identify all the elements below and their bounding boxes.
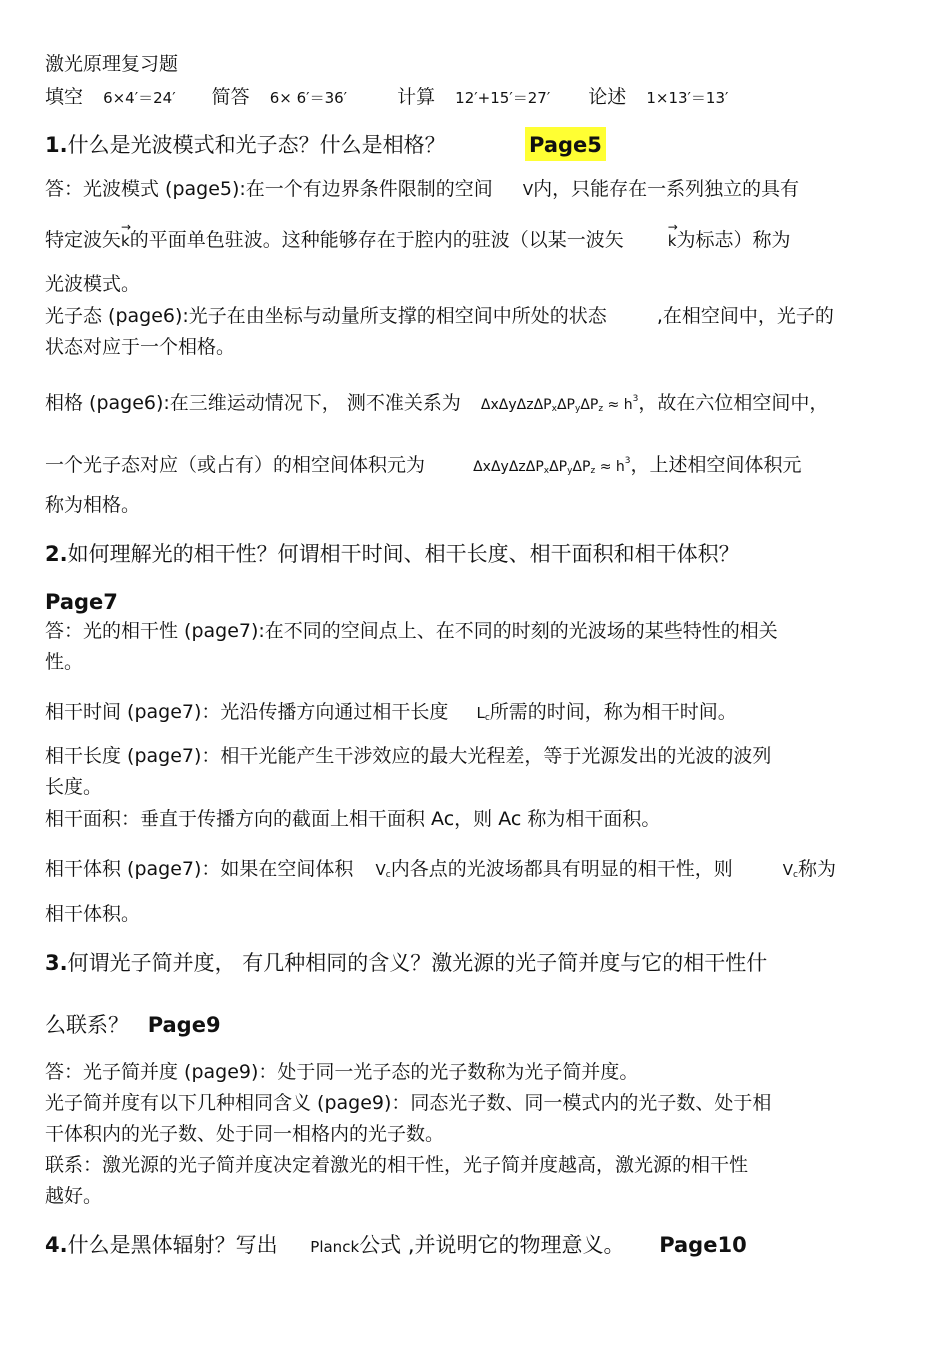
answer-3-line-4: 联系：激光源的光子简并度决定着激光的相干性，光子简并度越高，激光源的相干性: [45, 1154, 749, 1176]
coherence-length-line-2: 长度。: [45, 776, 103, 798]
question-4-page-ref: Page10: [659, 1233, 747, 1257]
question-4-number: 4.: [45, 1233, 68, 1257]
coherence-volume-text-cont: 内各点的光波场都具有明显的相干性，则: [390, 858, 733, 880]
question-3-text: 何谓光子简并度， 有几种相同的含义？激光源的光子简并度与它的相干性什: [67, 951, 768, 975]
fill-label: 填空: [45, 86, 84, 108]
fill-score: 6×4′＝24′: [103, 89, 176, 107]
answer-3-line-1: 答：光子简并度 (page9)：处于同一光子态的光子数称为光子简并度。: [45, 1061, 639, 1083]
photon-state-text-cont: ,在相空间中，光子的: [656, 305, 834, 327]
document-title: 激光原理复习题: [45, 53, 179, 75]
phase-cell-text: 一个光子态对应（或占有）的相空间体积元为: [45, 454, 426, 476]
wave-vector-symbol-2: → k: [668, 229, 677, 253]
question-3-page-ref: Page9: [147, 1013, 221, 1037]
calc-score: 12′+15′＝27′: [455, 89, 551, 107]
answer-1-text-cont: 的平面单色驻波。这种能够存在于腔内的驻波（以某一波矢: [129, 229, 624, 251]
coherence-length-symbol: $L_c$: [476, 704, 490, 723]
answer-1-line-1: [45, 177, 799, 202]
answer-1-line-2: [45, 228, 790, 253]
question-2-text: 如何理解光的相干性？何谓相干时间、相干长度、相干面积和相干体积？: [67, 542, 740, 566]
answer-1-text-cont: 内，只能存在一系列独立的具有: [533, 178, 800, 200]
coherence-volume-text: 相干体积 (page7)：如果在空间体积: [45, 858, 354, 880]
phase-cell-line-3: 称为相格。: [45, 494, 141, 516]
answer-2-line-2: 性。: [45, 651, 84, 673]
question-4-text: 什么是黑体辐射？写出: [67, 1233, 278, 1257]
short-answer-label: 简答: [211, 86, 250, 108]
wave-vector-symbol: → k: [121, 229, 130, 253]
coherence-volume-symbol-2: $V_c$: [782, 861, 798, 880]
coherence-volume-text-end: 称为: [797, 858, 836, 880]
question-2-number: 2.: [45, 542, 68, 566]
planck-label: Planck: [310, 1238, 360, 1256]
question-1-text: 什么是光波模式和光子态？什么是相格？: [67, 133, 446, 157]
essay-label: 论述: [588, 86, 627, 108]
phase-volume-formula: $\Delta x\Delta y\Delta z\Delta P_x\Delta P_y\Delta P_z \approx h^3$: [473, 456, 631, 476]
coherence-volume-symbol: $V_c$: [375, 861, 391, 880]
answer-3-line-3: 干体积内的光子数、处于同一相格内的光子数。: [45, 1123, 445, 1145]
question-1-number: 1.: [45, 133, 68, 157]
question-2-page-ref: Page7: [45, 590, 118, 614]
answer-2-line-1: 答：光的相干性 (page7):在不同的空间点上、在不同的时刻的光波场的某些特性的相关: [45, 620, 778, 642]
answer-1-text-end: 为标志）称为: [676, 229, 791, 251]
phase-cell-line-1: [45, 387, 828, 421]
question-3-text-cont: 么联系？: [45, 1013, 129, 1037]
question-4-text-cont: 公式 ,并说明它的物理意义。: [359, 1233, 625, 1257]
answer-3-line-2: 光子简并度有以下几种相同含义 (page9)：同态光子数、同一模式内的光子数、处于相: [45, 1092, 772, 1114]
question-3-line-2: [45, 1011, 221, 1039]
answer-1-line-3: 光波模式。: [45, 273, 141, 295]
coherence-time-text-cont: 所需的时间，称为相干时间。: [489, 701, 737, 723]
question-3: [45, 949, 767, 977]
coherence-area-line: 相干面积：垂直于传播方向的截面上相干面积 Ac，则 Ac 称为相干面积。: [45, 808, 661, 830]
question-1: [45, 131, 446, 159]
coherence-volume-line-1: [45, 857, 836, 887]
coherence-time-line: [45, 700, 737, 730]
calc-label: 计算: [397, 86, 436, 108]
question-2: [45, 540, 740, 568]
short-answer-score: 6× 6′＝36′: [269, 89, 348, 107]
volume-symbol: V: [522, 181, 534, 199]
question-3-number: 3.: [45, 951, 68, 975]
phase-cell-text-cont: ，上述相空间体积元: [630, 454, 802, 476]
question-4: [45, 1231, 747, 1261]
question-1-page-ref: [525, 131, 606, 159]
photon-state-line-2: 状态对应于一个相格。: [45, 336, 236, 358]
uncertainty-formula: $\Delta x\Delta y\Delta z\Delta P_x\Delta P_y\Delta P_z \approx h^3$: [480, 394, 639, 414]
coherence-volume-line-2: 相干体积。: [45, 903, 141, 925]
phase-cell-line-2: [45, 449, 802, 483]
coherence-length-line-1: 相干长度 (page7)：相干光能产生干涉效应的最大光程差，等于光源发出的光波的波列: [45, 745, 772, 767]
photon-state-text: 光子态 (page6):光子在由坐标与动量所支撑的相空间中所处的状态: [45, 305, 607, 327]
coherence-time-text: 相干时间 (page7)：光沿传播方向通过相干长度: [45, 701, 449, 723]
answer-1-text: 特定波矢: [45, 229, 122, 251]
essay-score: 1×13′＝13′: [646, 89, 729, 107]
phase-cell-text-cont: ，故在六位相空间中，: [638, 392, 829, 414]
answer-3-line-5: 越好。: [45, 1185, 103, 1207]
highlighted-page-ref: Page5: [525, 127, 606, 161]
answer-1-text: 答：光波模式 (page5):在一个有边界条件限制的空间: [45, 178, 493, 200]
photon-state-line-1: [45, 304, 834, 328]
phase-cell-text: 相格 (page6):在三维运动情况下， 测不准关系为: [45, 392, 461, 414]
score-line: [45, 85, 728, 110]
